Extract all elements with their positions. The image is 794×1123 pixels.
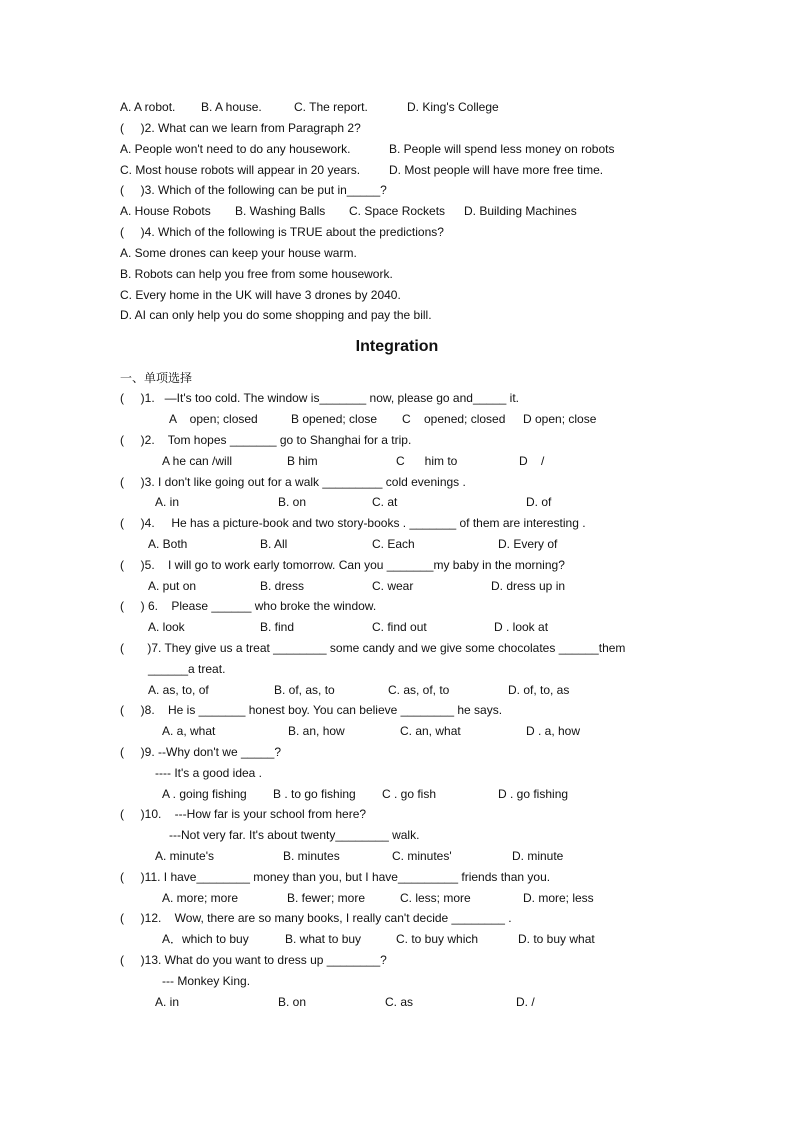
mc-q6-stem: ( ) 6. Please ______ who broke the window.	[120, 599, 377, 613]
mc-q13-option-b: B. on	[278, 995, 307, 1009]
q2-stem: ( )2. What can we learn from Paragraph 2?	[120, 121, 361, 135]
mc-q13-option-a: A. in	[155, 995, 180, 1009]
mc-q8-stem: ( )8. He is _______ honest boy. You can believe ________ he says.	[120, 703, 503, 717]
mc-q7-option-c: C. as, of, to	[388, 683, 450, 697]
mc-q5-stem: ( )5. I will go to work early tomorrow. Can you _______my baby in the morning?	[120, 558, 565, 572]
mc-q12-stem: ( )12. Wow, there are so many books, I really can't decide ________ .	[120, 911, 512, 925]
section-heading: 一、单项选择	[120, 371, 193, 385]
mc-q8-option-d: D . a, how	[526, 724, 581, 738]
mc-q8-option-a: A. a, what	[162, 724, 216, 738]
q1-option-d: D. King's College	[407, 100, 499, 114]
q1-option-b: B. A house.	[201, 100, 262, 114]
q2-option-a: A. People won't need to do any housework.	[120, 142, 351, 156]
mc-q13-option-d: D. /	[516, 995, 535, 1009]
mc-q9-stem: ( )9. --Why don't we _____?	[120, 745, 282, 759]
mc-q6-option-b: B. find	[260, 620, 295, 634]
q4-option-d: D. AI can only help you do some shopping and pay the bill.	[120, 308, 432, 322]
mc-q10-option-d: D. minute	[512, 849, 564, 863]
section-title: Integration	[355, 338, 439, 355]
mc-q9-option-a: A . going fishing	[162, 787, 247, 801]
q3-option-b: B. Washing Balls	[235, 204, 326, 218]
mc-q10-stem: ( )10. ---How far is your school from here?	[120, 807, 367, 821]
mc-q3-option-d: D. of	[526, 495, 552, 509]
mc-q10-reply: ---Not very far. It's about twenty________ walk.	[169, 828, 420, 842]
mc-q4-option-b: B. All	[260, 537, 288, 551]
q4-option-b: B. Robots can help you free from some housework.	[120, 267, 393, 281]
mc-q3-option-a: A. in	[155, 495, 180, 509]
mc-q9-option-d: D . go fishing	[498, 787, 569, 801]
mc-q12-option-c: C. to buy which	[396, 932, 479, 946]
mc-q11-option-b: B. fewer; more	[287, 891, 366, 905]
q4-option-c: C. Every home in the UK will have 3 drones by 2040.	[120, 288, 401, 302]
mc-q12-option-b: B. what to buy	[285, 932, 362, 946]
q4-option-a: A. Some drones can keep your house warm.	[120, 246, 357, 260]
mc-q5-option-d: D. dress up in	[491, 579, 566, 593]
q4-stem: ( )4. Which of the following is TRUE about the predictions?	[120, 225, 444, 239]
mc-q7-option-a: A. as, to, of	[148, 683, 209, 697]
mc-q2-option-a: A he can /will	[162, 454, 233, 468]
mc-q7-stem-continued: ______a treat.	[148, 662, 226, 676]
mc-q7-stem: ( )7. They give us a treat ________ some candy and we give some chocolates ______them	[120, 641, 626, 655]
q3-stem: ( )3. Which of the following can be put in_____?	[120, 183, 387, 197]
mc-q13-reply: --- Monkey King.	[162, 974, 251, 988]
mc-q6-option-a: A. look	[148, 620, 185, 634]
mc-q13-stem: ( )13. What do you want to dress up ________?	[120, 953, 387, 967]
mc-q3-option-b: B. on	[278, 495, 307, 509]
q2-option-c: C. Most house robots will appear in 20 years.	[120, 163, 361, 177]
mc-q6-option-c: C. find out	[372, 620, 427, 634]
mc-q1-option-b: B opened; close	[291, 412, 378, 426]
mc-q12-option-d: D. to buy what	[518, 932, 595, 946]
mc-q3-stem: ( )3. I don't like going out for a walk _________ cold evenings .	[120, 475, 466, 489]
mc-q4-option-d: D. Every of	[498, 537, 558, 551]
mc-q11-option-d: D. more; less	[523, 891, 594, 905]
mc-q5-option-a: A. put on	[148, 579, 197, 593]
mc-q5-option-b: B. dress	[260, 579, 305, 593]
mc-q3-option-c: C. at	[372, 495, 398, 509]
mc-q2-stem: ( )2. Tom hopes _______ go to Shanghai for a trip.	[120, 433, 412, 447]
q2-option-b: B. People will spend less money on robots	[389, 142, 615, 156]
mc-q4-option-c: C. Each	[372, 537, 415, 551]
mc-q5-option-c: C. wear	[372, 579, 414, 593]
q3-option-d: D. Building Machines	[464, 204, 577, 218]
mc-q2-option-b: B him	[287, 454, 318, 468]
q1-option-c: C. The report.	[294, 100, 368, 114]
q3-option-a: A. House Robots	[120, 204, 211, 218]
q3-option-c: C. Space Rockets	[349, 204, 446, 218]
mc-q1-option-d: D open; close	[523, 412, 597, 426]
mc-q9-reply: ---- It's a good idea .	[155, 766, 263, 780]
mc-q1-option-c: C opened; closed	[402, 412, 506, 426]
mc-q10-option-a: A. minute's	[155, 849, 214, 863]
mc-q4-option-a: A. Both	[148, 537, 188, 551]
mc-q2-option-c: C him to	[396, 454, 458, 468]
mc-q2-option-d: D /	[519, 454, 545, 468]
mc-q7-option-d: D. of, to, as	[508, 683, 570, 697]
mc-q11-stem: ( )11. I have________ money than you, but I have_________ friends than you.	[120, 870, 551, 884]
mc-q1-option-a: A open; closed	[169, 412, 258, 426]
mc-q11-option-a: A. more; more	[162, 891, 239, 905]
mc-q12-option-a: A．which to buy	[162, 932, 249, 946]
mc-q7-option-b: B. of, as, to	[274, 683, 335, 697]
mc-q9-option-b: B . to go fishing	[273, 787, 356, 801]
mc-q11-option-c: C. less; more	[400, 891, 471, 905]
mc-q4-stem: ( )4. He has a picture-book and two story-books . _______ of them are interesting .	[120, 516, 586, 530]
mc-q8-option-c: C. an, what	[400, 724, 461, 738]
mc-q13-option-c: C. as	[385, 995, 414, 1009]
mc-q6-option-d: D . look at	[494, 620, 549, 634]
mc-q9-option-c: C . go fish	[382, 787, 437, 801]
mc-q10-option-c: C. minutes'	[392, 849, 452, 863]
mc-q1-stem: ( )1. —It's too cold. The window is_______ now, please go and_____ it.	[120, 391, 519, 405]
q1-option-a: A. A robot.	[120, 100, 176, 114]
mc-q8-option-b: B. an, how	[288, 724, 345, 738]
mc-q10-option-b: B. minutes	[283, 849, 340, 863]
q2-option-d: D. Most people will have more free time.	[389, 163, 604, 177]
